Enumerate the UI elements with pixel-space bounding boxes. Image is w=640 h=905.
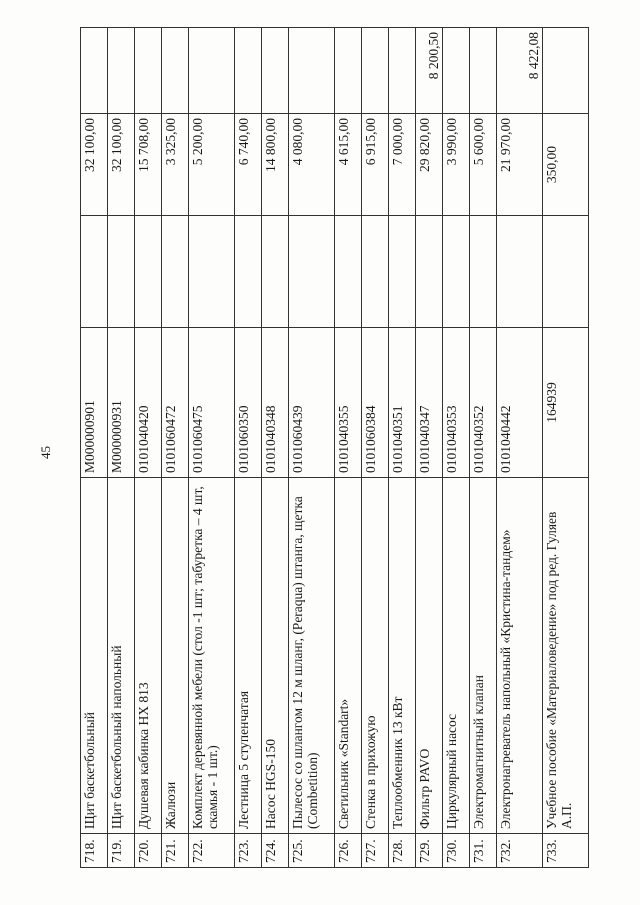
- residual-value: [81, 28, 108, 114]
- row-number: 728.: [389, 834, 416, 868]
- empty-cell: [497, 216, 543, 328]
- row-number: 729.: [416, 834, 443, 868]
- item-name: Теплообменник 13 кВт: [389, 478, 416, 834]
- residual-value: [289, 28, 335, 114]
- empty-cell: [289, 216, 335, 328]
- item-price: 350,00: [543, 114, 589, 216]
- row-number: 724.: [262, 834, 289, 868]
- item-name: Циркулярный насос: [443, 478, 470, 834]
- item-name: Лестница 5 ступенчатая: [235, 478, 262, 834]
- inventory-code: 0101060475: [189, 328, 235, 478]
- row-number: 731.: [470, 834, 497, 868]
- residual-value: [362, 28, 389, 114]
- inventory-code: 0101040347: [416, 328, 443, 478]
- empty-cell: [162, 216, 189, 328]
- item-name: Душевая кабинка НХ 813: [135, 478, 162, 834]
- empty-cell: [189, 216, 235, 328]
- table-row: [81, 28, 108, 868]
- residual-value: [235, 28, 262, 114]
- residual-value: [262, 28, 289, 114]
- row-number: 720.: [135, 834, 162, 868]
- item-price: 6 915,00: [362, 114, 389, 216]
- table-row: [389, 28, 416, 868]
- residual-value: [162, 28, 189, 114]
- empty-cell: [135, 216, 162, 328]
- row-number: 725.: [289, 834, 335, 868]
- residual-value: [189, 28, 235, 114]
- inventory-code: М000000931: [108, 328, 135, 478]
- empty-cell: [81, 216, 108, 328]
- row-number: 723.: [235, 834, 262, 868]
- table-row: [335, 28, 362, 868]
- table-row: [189, 28, 235, 868]
- inventory-code: М000000901: [81, 328, 108, 478]
- item-name: Щит баскетбольный напольный: [108, 478, 135, 834]
- table-row: [289, 28, 335, 868]
- item-name: Насос HGS-150: [262, 478, 289, 834]
- item-price: 15 708,00: [135, 114, 162, 216]
- item-price: 3 325,00: [162, 114, 189, 216]
- empty-cell: [416, 216, 443, 328]
- item-price: 3 990,00: [443, 114, 470, 216]
- table-row: [235, 28, 262, 868]
- row-number: 726.: [335, 834, 362, 868]
- residual-value: 8 422,08: [497, 28, 543, 114]
- item-price: 14 800,00: [262, 114, 289, 216]
- empty-cell: [389, 216, 416, 328]
- empty-cell: [335, 216, 362, 328]
- item-price: 32 100,00: [108, 114, 135, 216]
- empty-cell: [543, 216, 589, 328]
- page-number: 45: [38, 446, 53, 459]
- inventory-code: 0101040353: [443, 328, 470, 478]
- inventory-code: 0101060472: [162, 328, 189, 478]
- item-price: 7 000,00: [389, 114, 416, 216]
- inventory-code: 0101060384: [362, 328, 389, 478]
- item-price: 29 820,00: [416, 114, 443, 216]
- inventory-code: 0101040442: [497, 328, 543, 478]
- residual-value: [443, 28, 470, 114]
- row-number: 721.: [162, 834, 189, 868]
- residual-value: 8 200,50: [416, 28, 443, 114]
- empty-cell: [362, 216, 389, 328]
- item-name: Комплект деревянной мебели (стол -1 шт; табуретка – 4 шт, скамья - 1 шт.): [189, 478, 235, 834]
- table-row: [362, 28, 389, 868]
- empty-cell: [443, 216, 470, 328]
- row-number: 727.: [362, 834, 389, 868]
- row-number: 719.: [108, 834, 135, 868]
- inventory-code: 0101060350: [235, 328, 262, 478]
- item-name: Пылесос со шлангом 12 м шланг, (Peraqua) штанга, щетка (Combetition): [289, 478, 335, 834]
- table-row: [262, 28, 289, 868]
- item-name: Электронагреватель напольный «Кристина-тандем»: [497, 478, 543, 834]
- row-number: 730.: [443, 834, 470, 868]
- inventory-code: 0101040420: [135, 328, 162, 478]
- residual-value: [108, 28, 135, 114]
- item-price: 4 615,00: [335, 114, 362, 216]
- row-number: 732.: [497, 834, 543, 868]
- inventory-code: 0101040355: [335, 328, 362, 478]
- table-row: [497, 28, 543, 868]
- item-name: Электромагнитный клапан: [470, 478, 497, 834]
- residual-value: [543, 28, 589, 114]
- row-number: 722.: [189, 834, 235, 868]
- inventory-code: 0101040352: [470, 328, 497, 478]
- inventory-code: 0101040351: [389, 328, 416, 478]
- row-number: 718.: [81, 834, 108, 868]
- item-name: Щит баскетбольный: [81, 478, 108, 834]
- item-price: 4 080,00: [289, 114, 335, 216]
- table-row: [443, 28, 470, 868]
- item-name: Светильник «Standart»: [335, 478, 362, 834]
- residual-value: [135, 28, 162, 114]
- inventory-code: 0101040348: [262, 328, 289, 478]
- item-price: 21 970,00: [497, 114, 543, 216]
- rotated-inventory-table-container: [80, 28, 614, 868]
- table-row: [162, 28, 189, 868]
- empty-cell: [262, 216, 289, 328]
- table-row: [543, 28, 589, 868]
- item-name: Фильтр PAVO: [416, 478, 443, 834]
- empty-cell: [470, 216, 497, 328]
- inventory-code: 0101060439: [289, 328, 335, 478]
- table-row: [135, 28, 162, 868]
- item-name: Учебное пособие «Материаловедение» под ред. Гуляев А.П.: [543, 478, 589, 834]
- inventory-table: [80, 27, 589, 868]
- table-row: [108, 28, 135, 868]
- row-number: 733.: [543, 834, 589, 868]
- residual-value: [470, 28, 497, 114]
- empty-cell: [235, 216, 262, 328]
- residual-value: [389, 28, 416, 114]
- inventory-table-body: [81, 28, 589, 868]
- item-price: 32 100,00: [81, 114, 108, 216]
- inventory-code: 164939: [543, 328, 589, 478]
- table-row: [470, 28, 497, 868]
- item-price: 5 600,00: [470, 114, 497, 216]
- item-price: 6 740,00: [235, 114, 262, 216]
- table-row: [416, 28, 443, 868]
- residual-value: [335, 28, 362, 114]
- item-name: Стенка в прихожую: [362, 478, 389, 834]
- empty-cell: [108, 216, 135, 328]
- page-number-strip: [36, 0, 56, 905]
- item-name: Жалюзи: [162, 478, 189, 834]
- item-price: 5 200,00: [189, 114, 235, 216]
